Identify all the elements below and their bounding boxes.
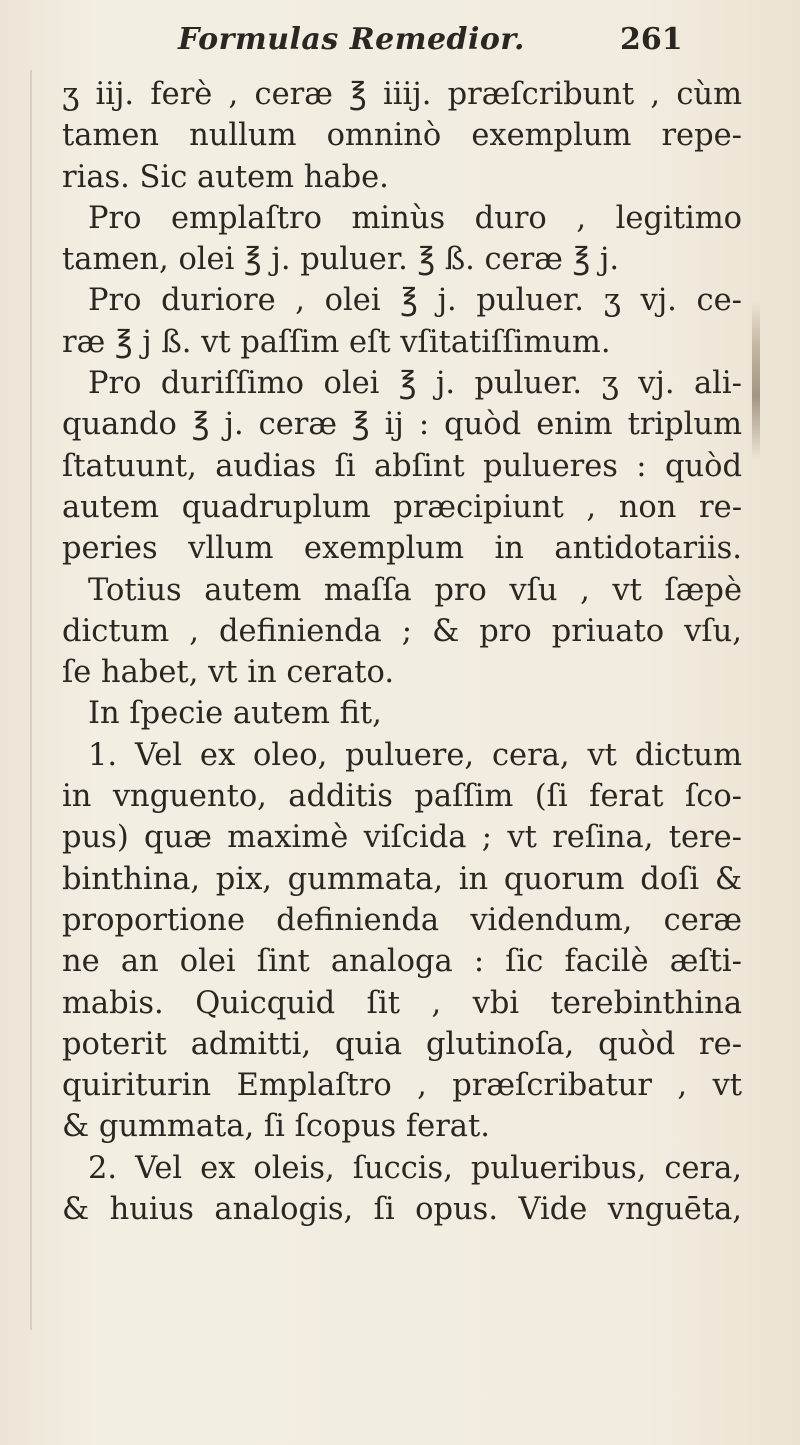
- text-line: In ſpecie autem fit,: [88, 696, 382, 732]
- page-number: 261: [620, 22, 683, 57]
- text-line: Pro emplaſtro minùs duro , legitimo: [88, 200, 742, 236]
- text-line: rias. Sic autem habe.: [62, 159, 389, 195]
- text-line: Pro duriſſimo olei ℥ j. puluer. ʒ vj. ali-: [88, 366, 742, 402]
- text-line: peries vllum exemplum in antidotariis.: [62, 531, 742, 567]
- text-line: quando ℥ j. ceræ ℥ ij : quòd enim triplum: [62, 407, 742, 443]
- text-line: tamen, olei ℥ j. puluer. ℥ ß. ceræ ℥ j.: [62, 242, 620, 278]
- text-line: ſtatuunt, audias ſi abſint pulueres : quòd: [62, 448, 742, 484]
- text-line: 2. Vel ex oleis, ſuccis, pulueribus, cera,: [88, 1150, 742, 1186]
- body-text: [62, 74, 742, 1230]
- text-line: dictum , definienda ; & pro priuato vſu,: [62, 613, 742, 649]
- text-line: ræ ℥ j ß. vt paſſim eſt vſitatiſſimum.: [62, 324, 611, 360]
- text-line: Totius autem maſſa pro vſu , vt ſæpè: [88, 572, 742, 608]
- running-head: Formulas Remedior.: [178, 22, 525, 57]
- text-line: tamen nullum omninò exemplum repe-: [62, 118, 742, 154]
- text-line: in vnguento, additis paſſim (ſi ferat ſco-: [62, 779, 742, 815]
- text-line: autem quadruplum præcipiunt , non re-: [62, 489, 742, 525]
- text-line: 1. Vel ex oleo, puluere, cera, vt dictum: [88, 737, 742, 773]
- text-line: pus) quæ maximè viſcida ; vt reſina, tere-: [62, 820, 742, 856]
- page-header: [0, 22, 800, 62]
- text-line: ſe habet, vt in cerato.: [62, 655, 395, 691]
- text-line: Pro duriore , olei ℥ j. puluer. ʒ vj. ce-: [88, 283, 742, 319]
- text-line: binthina, pix, gummata, in quorum doſi &: [62, 861, 742, 897]
- text-line: ʒ iij. ferè , ceræ ℥ iiij. præſcribunt , cùm: [62, 77, 742, 112]
- text-line: proportione definienda videndum, ceræ: [62, 902, 742, 938]
- text-line: ne an olei ſint analoga : ſic facilè æſti-: [62, 944, 742, 980]
- text-line: & huius analogis, ſi opus. Vide vnguēta,: [62, 1192, 742, 1228]
- text-line: mabis. Quicquid ſit , vbi terebinthina: [62, 985, 742, 1021]
- text-line: quiriturin Emplaſtro , præſcribatur , vt: [62, 1068, 742, 1104]
- text-line: poterit admitti, quia glutinoſa, quòd re-: [62, 1026, 742, 1062]
- page-gutter-shadow: [30, 70, 32, 1330]
- page-edge-stain: [752, 300, 760, 460]
- text-line: & gummata, ſi ſcopus ferat.: [62, 1109, 490, 1145]
